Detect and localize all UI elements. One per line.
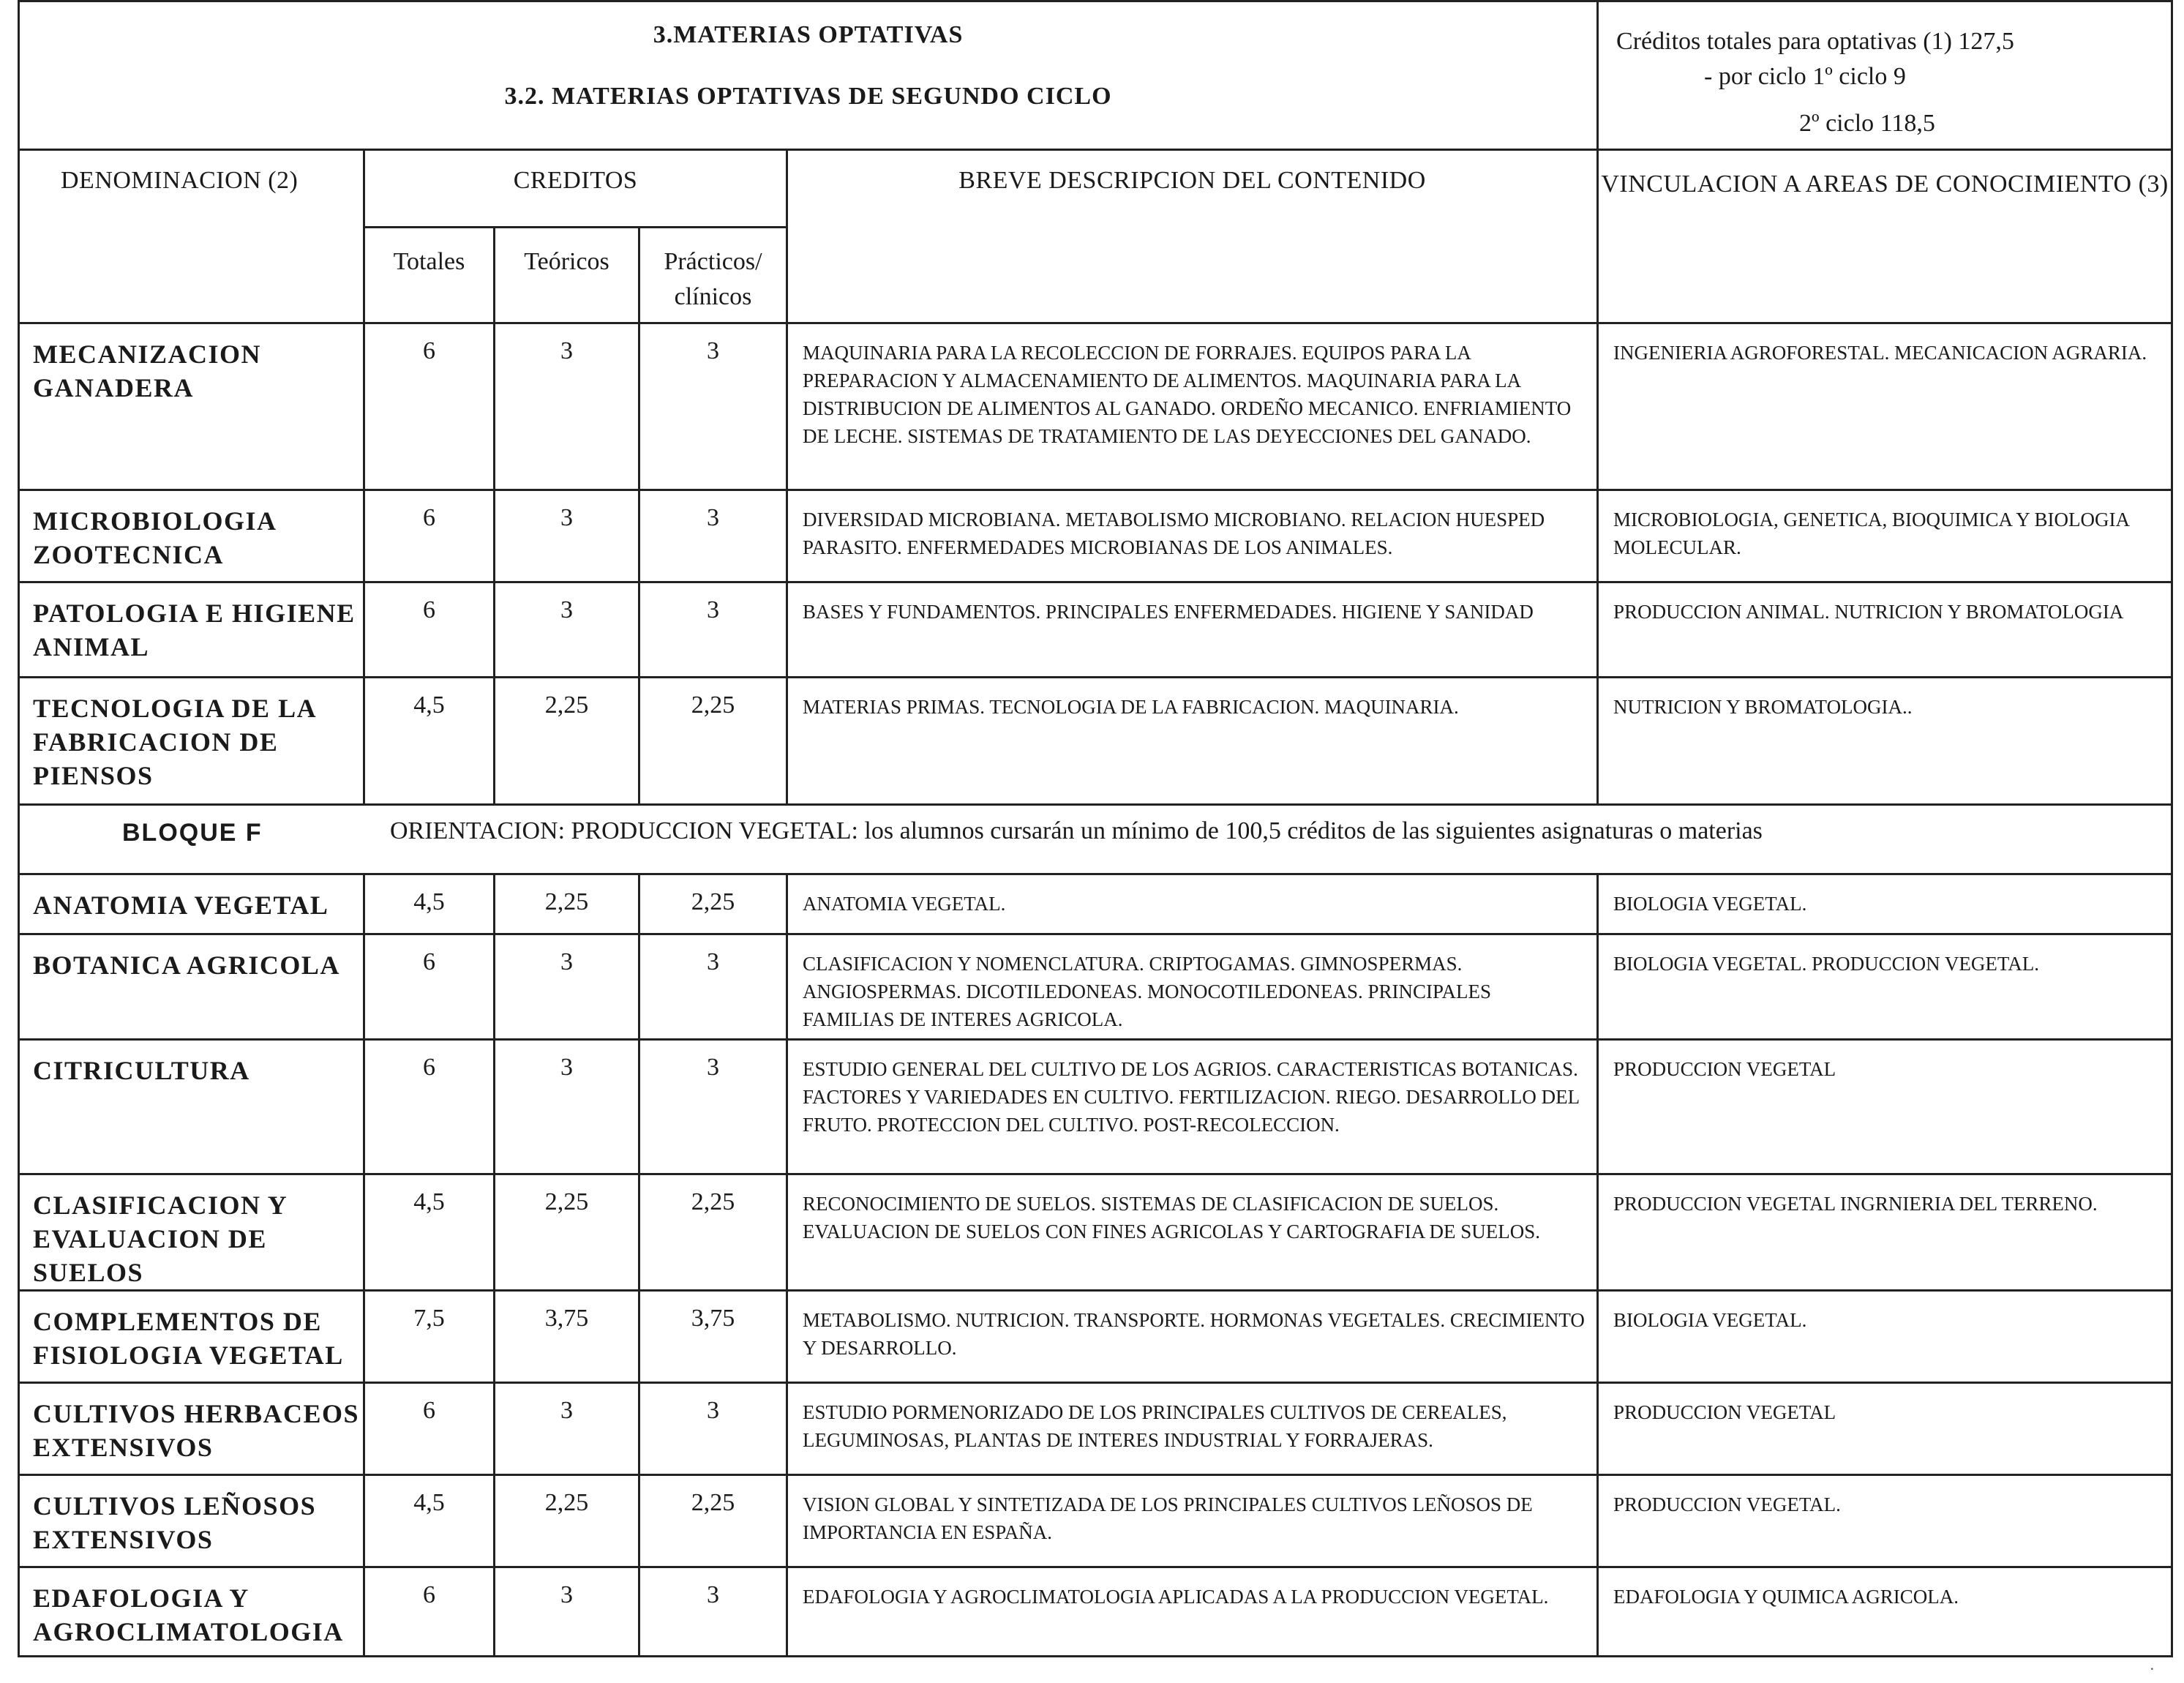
knowledge-area: BIOLOGIA VEGETAL.: [1598, 1291, 2172, 1383]
table-row: [19, 323, 2172, 490]
credits-practicos: 3,75: [639, 1291, 787, 1383]
table-row: [19, 582, 2172, 678]
col-creditos: CREDITOS: [364, 150, 787, 228]
bloque-f-banner: [19, 805, 2172, 874]
table-row: [19, 1475, 2172, 1567]
knowledge-area: PRODUCCION VEGETAL.: [1598, 1475, 2172, 1567]
credits-totales: 6: [364, 490, 495, 582]
subject-description: CLASIFICACION Y NOMENCLATURA. CRIPTOGAMAS. GIMNOSPERMAS. ANGIOSPERMAS. DICOTILEDONEAS. MONOCOTILEDONEAS. PRINCIPALES FAMILIAS DE INTERES AGRICOLA.: [787, 934, 1598, 1040]
subject-name: PATOLOGIA E HIGIENE ANIMAL: [19, 582, 364, 678]
credits-totales: 6: [364, 934, 495, 1040]
knowledge-area: PRODUCCION ANIMAL. NUTRICION Y BROMATOLOGIA: [1598, 582, 2172, 678]
subject-description: VISION GLOBAL Y SINTETIZADA DE LOS PRINCIPALES CULTIVOS LEÑOSOS DE IMPORTANCIA EN ESPAÑA.: [787, 1475, 1598, 1567]
col-teoricos: Teóricos: [495, 228, 639, 323]
subject-name: CULTIVOS LEÑOSOS EXTENSIVOS: [19, 1475, 364, 1567]
credits-teoricos: 2,25: [495, 1174, 639, 1291]
credits-teoricos: 3: [495, 323, 639, 490]
knowledge-area: PRODUCCION VEGETAL: [1598, 1040, 2172, 1174]
knowledge-area: PRODUCCION VEGETAL: [1598, 1383, 2172, 1475]
optativas-table: [18, 0, 2173, 1657]
col-descripcion: BREVE DESCRIPCION DEL CONTENIDO: [787, 150, 1598, 323]
credits-practicos: 3: [639, 323, 787, 490]
subject-description: MATERIAS PRIMAS. TECNOLOGIA DE LA FABRICACION. MAQUINARIA.: [787, 678, 1598, 805]
credits-totales: 6: [364, 1567, 495, 1657]
table-row: [19, 490, 2172, 582]
document-page: [18, 0, 2171, 1657]
rows-group-a: [19, 323, 2172, 805]
subject-name: BOTANICA AGRICOLA: [19, 934, 364, 1040]
subject-description: ESTUDIO PORMENORIZADO DE LOS PRINCIPALES CULTIVOS DE CEREALES, LEGUMINOSAS, PLANTAS DE INTERES INDUSTRIAL Y FORRAJERAS.: [787, 1383, 1598, 1475]
credits-summary: [1598, 1, 2172, 150]
knowledge-area: BIOLOGIA VEGETAL. PRODUCCION VEGETAL.: [1598, 934, 2172, 1040]
table-row: [19, 678, 2172, 805]
page-title: 3.MATERIAS OPTATIVAS: [653, 21, 964, 48]
bloque-orientation: ORIENTACION: PRODUCCION VEGETAL: los alumnos cursarán un mínimo de 100,5 créditos de las siguientes asignaturas o materias: [390, 817, 1763, 844]
credits-practicos: 3: [639, 1567, 787, 1657]
credits-totales: 6: [364, 1383, 495, 1475]
subject-name: COMPLEMENTOS DE FISIOLOGIA VEGETAL: [19, 1291, 364, 1383]
table-row: [19, 1040, 2172, 1174]
column-header-row: [19, 150, 2172, 228]
credits-teoricos: 2,25: [495, 678, 639, 805]
header-row: [19, 1, 2172, 150]
subject-name: MICROBIOLOGIA ZOOTECNICA: [19, 490, 364, 582]
subject-description: EDAFOLOGIA Y AGROCLIMATOLOGIA APLICADAS A LA PRODUCCION VEGETAL.: [787, 1567, 1598, 1657]
credits-totales: 4,5: [364, 1475, 495, 1567]
rows-group-b: [19, 874, 2172, 1657]
credits-practicos: 3: [639, 1383, 787, 1475]
credits-teoricos: 3: [495, 490, 639, 582]
subject-name: CULTIVOS HERBACEOS EXTENSIVOS: [19, 1383, 364, 1475]
credits-teoricos: 3: [495, 1383, 639, 1475]
credits-teoricos: 2,25: [495, 874, 639, 934]
page-subtitle: 3.2. MATERIAS OPTATIVAS DE SEGUNDO CICLO: [504, 83, 1112, 110]
subject-description: DIVERSIDAD MICROBIANA. METABOLISMO MICROBIANO. RELACION HUESPED PARASITO. ENFERMEDADES MICROBIANAS DE LOS ANIMALES.: [787, 490, 1598, 582]
subject-description: ESTUDIO GENERAL DEL CULTIVO DE LOS AGRIOS. CARACTERISTICAS BOTANICAS. FACTORES Y VARIEDADES EN CULTIVO. FERTILIZACION. RIEGO. DESARROLLO DEL FRUTO. PROTECCION DEL CULTIVO. POST-RECOLECCION.: [787, 1040, 1598, 1174]
col-vinculacion: VINCULACION A AREAS DE CONOCIMIENTO (3): [1598, 150, 2172, 323]
col-practicos: Prácticos/ clínicos: [639, 228, 787, 323]
subject-name: ANATOMIA VEGETAL: [19, 874, 364, 934]
credits-totales: 4,5: [364, 1174, 495, 1291]
table-row: [19, 1567, 2172, 1657]
credits-totales: 4,5: [364, 874, 495, 934]
credits-totales: 6: [364, 1040, 495, 1174]
table-row: [19, 1174, 2172, 1291]
subject-description: ANATOMIA VEGETAL.: [787, 874, 1598, 934]
table-row: [19, 1291, 2172, 1383]
credits-practicos: 2,25: [639, 874, 787, 934]
knowledge-area: PRODUCCION VEGETAL INGRNIERIA DEL TERRENO.: [1598, 1174, 2172, 1291]
col-denominacion: DENOMINACION (2): [19, 150, 364, 323]
table-row: [19, 1383, 2172, 1475]
knowledge-area: BIOLOGIA VEGETAL.: [1598, 874, 2172, 934]
subject-name: TECNOLOGIA DE LA FABRICACION DE PIENSOS: [19, 678, 364, 805]
page-mark: ·: [2149, 1660, 2155, 1678]
credits-practicos: 2,25: [639, 678, 787, 805]
credits-total: Créditos totales para optativas (1) 127,5: [1616, 28, 2014, 55]
table-row: [19, 934, 2172, 1040]
knowledge-area: EDAFOLOGIA Y QUIMICA AGRICOLA.: [1598, 1567, 2172, 1657]
bloque-label: BLOQUE F: [122, 819, 263, 847]
credits-practicos: 3: [639, 934, 787, 1040]
knowledge-area: INGENIERIA AGROFORESTAL. MECANICACION AGRARIA.: [1598, 323, 2172, 490]
subject-name: EDAFOLOGIA Y AGROCLIMATOLOGIA: [19, 1567, 364, 1657]
credits-practicos: 2,25: [639, 1475, 787, 1567]
credits-teoricos: 3,75: [495, 1291, 639, 1383]
subject-description: RECONOCIMIENTO DE SUELOS. SISTEMAS DE CLASIFICACION DE SUELOS. EVALUACION DE SUELOS CON FINES AGRICOLAS Y CARTOGRAFIA DE SUELOS.: [787, 1174, 1598, 1291]
credits-practicos: 3: [639, 582, 787, 678]
credits-totales: 6: [364, 582, 495, 678]
credits-totales: 6: [364, 323, 495, 490]
subject-description: BASES Y FUNDAMENTOS. PRINCIPALES ENFERMEDADES. HIGIENE Y SANIDAD: [787, 582, 1598, 678]
credits-practicos: 3: [639, 490, 787, 582]
credits-practicos: 3: [639, 1040, 787, 1174]
subject-description: MAQUINARIA PARA LA RECOLECCION DE FORRAJES. EQUIPOS PARA LA PREPARACION Y ALMACENAMIENTO DE ALIMENTOS. MAQUINARIA PARA LA DISTRIBUCION DE ALIMENTOS AL GANADO. ORDEÑO MECANICO. ENFRIAMIENTO DE LECHE. SISTEMAS DE TRATAMIENTO DE LAS DEYECCIONES DEL GANADO.: [787, 323, 1598, 490]
subject-name: MECANIZACION GANADERA: [19, 323, 364, 490]
table-row: [19, 874, 2172, 934]
credits-teoricos: 3: [495, 1567, 639, 1657]
bloque-row: [19, 805, 2172, 874]
subject-name: CITRICULTURA: [19, 1040, 364, 1174]
credits-cycle1: - por ciclo 1º ciclo 9: [1704, 63, 1906, 90]
subject-description: METABOLISMO. NUTRICION. TRANSPORTE. HORMONAS VEGETALES. CRECIMIENTO Y DESARROLLO.: [787, 1291, 1598, 1383]
credits-totales: 4,5: [364, 678, 495, 805]
credits-teoricos: 3: [495, 934, 639, 1040]
credits-teoricos: 3: [495, 582, 639, 678]
credits-practicos: 2,25: [639, 1174, 787, 1291]
knowledge-area: MICROBIOLOGIA, GENETICA, BIOQUIMICA Y BIOLOGIA MOLECULAR.: [1598, 490, 2172, 582]
header-title-cell: [19, 1, 1598, 150]
knowledge-area: NUTRICION Y BROMATOLOGIA..: [1598, 678, 2172, 805]
credits-teoricos: 2,25: [495, 1475, 639, 1567]
credits-teoricos: 3: [495, 1040, 639, 1174]
credits-totales: 7,5: [364, 1291, 495, 1383]
subject-name: CLASIFICACION Y EVALUACION DE SUELOS: [19, 1174, 364, 1291]
col-totales: Totales: [364, 228, 495, 323]
credits-cycle2: 2º ciclo 118,5: [1799, 110, 1935, 137]
